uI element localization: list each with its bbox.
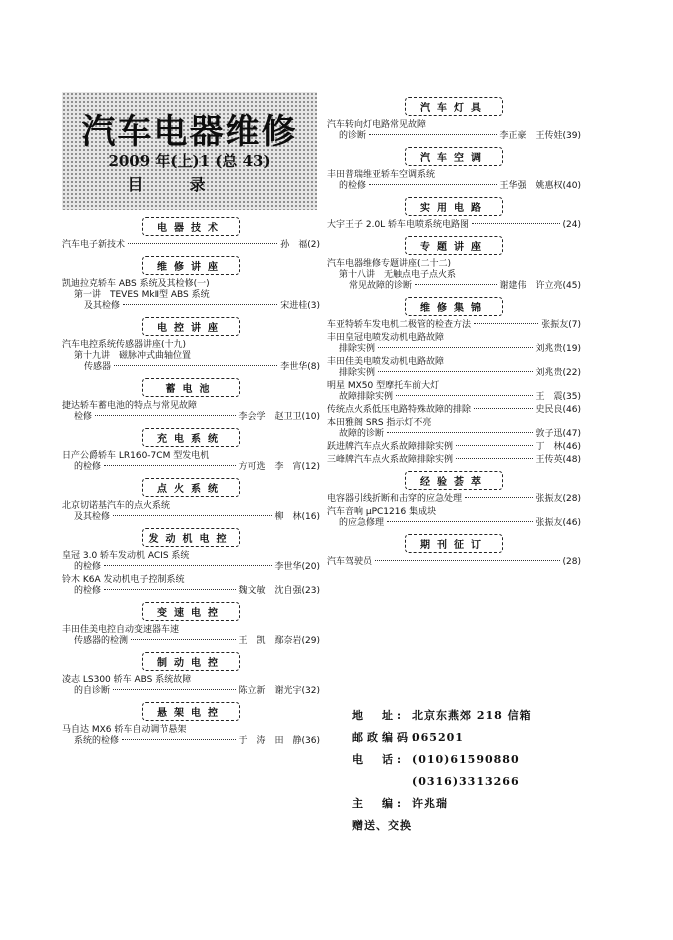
entry-author-page: 刘兆贵(19) bbox=[535, 344, 581, 354]
entry-title-line: 传感器 bbox=[84, 362, 112, 372]
entry-title-line: 第十八讲 无触点电子点火系 bbox=[339, 270, 457, 280]
section-heading: 电器技术 bbox=[142, 217, 240, 236]
magazine-title: 汽车电器维修 bbox=[81, 112, 298, 152]
entry-title-line: 第一讲 TEVES MkⅡ型 ABS 系统 bbox=[74, 290, 210, 300]
section-heading: 电控讲座 bbox=[142, 317, 240, 336]
entry-title-line: 捷达轿车蓄电池的特点与常见故障 bbox=[62, 401, 198, 411]
editor-label: 主 编: bbox=[352, 797, 406, 810]
entry-author-page: 王华强 姚惠权(40) bbox=[499, 181, 581, 191]
toc-entry[interactable] bbox=[327, 120, 581, 142]
dot-leader bbox=[128, 243, 277, 244]
entry-title-line: 排除实例 bbox=[339, 344, 376, 354]
entry-author-page: 丁 林(46) bbox=[535, 442, 581, 452]
publisher-info bbox=[352, 704, 582, 836]
entry-author-page: 于 涛 田 静(36) bbox=[238, 736, 320, 746]
toc-entry[interactable] bbox=[327, 259, 581, 292]
entry-author-page: 刘兆贵(22) bbox=[535, 368, 581, 378]
dot-leader bbox=[104, 465, 236, 466]
entry-title-line: 皇冠 3.0 轿车发动机 ACIS 系统 bbox=[62, 551, 190, 561]
entry-title-line: 及其检修 bbox=[84, 301, 121, 311]
editor-value: 许兆瑞 bbox=[412, 797, 448, 810]
dot-leader bbox=[113, 515, 272, 516]
phone-label: 电 话: bbox=[352, 753, 406, 766]
entry-title-line: 的自诊断 bbox=[74, 686, 111, 696]
entry-title-line: 传感器的检测 bbox=[74, 636, 129, 646]
entry-title-line: 丰田普瑞维亚轿车空调系统 bbox=[327, 170, 436, 180]
section-heading: 悬架电控 bbox=[142, 702, 240, 721]
entry-author-page: 王传英(48) bbox=[535, 455, 581, 465]
dot-leader bbox=[472, 223, 559, 224]
dot-leader bbox=[104, 565, 272, 566]
entry-title-line: 汽车音响 μPC1216 集成块 bbox=[327, 507, 437, 517]
entry-title-line: 排除实例 bbox=[339, 368, 376, 378]
postcode-label: 邮政编码: bbox=[352, 731, 421, 744]
section-heading: 经验荟萃 bbox=[405, 471, 503, 490]
entry-title-line: 大宇王子 2.0L 轿车电喷系统电路图 bbox=[327, 220, 470, 230]
postcode-value: 065201 bbox=[412, 730, 464, 744]
entry-title-line: 丰田佳美电喷发动机电路故障 bbox=[327, 357, 445, 367]
toc-entry[interactable] bbox=[62, 340, 320, 373]
entry-title-line: 汽车驾驶员 bbox=[327, 557, 373, 567]
entry-author-page: 王 震(35) bbox=[535, 392, 581, 402]
entry-title-line: 及其检修 bbox=[74, 512, 111, 522]
toc-entry[interactable] bbox=[327, 333, 581, 355]
entry-title-line: 丰田皇冠电喷发动机电路故障 bbox=[327, 333, 445, 343]
section-heading: 蓄电池 bbox=[142, 378, 240, 397]
entry-title-line: 汽车电器维修专题讲座(二十二) bbox=[327, 259, 452, 269]
dot-leader bbox=[396, 395, 533, 396]
section-heading: 实用电路 bbox=[405, 197, 503, 216]
dot-leader bbox=[122, 739, 236, 740]
toc-entry[interactable] bbox=[327, 557, 581, 568]
entry-author-page: 李会学 赵卫卫(10) bbox=[238, 412, 320, 422]
toc-entry[interactable] bbox=[62, 725, 320, 747]
entry-title-line: 的检修 bbox=[339, 181, 367, 191]
toc-entry[interactable] bbox=[327, 507, 581, 529]
address-value: 北京东燕郊 218 信箱 bbox=[412, 709, 532, 722]
entry-author-page: (28) bbox=[562, 557, 581, 567]
toc-heading: 目录 bbox=[127, 175, 252, 194]
entry-title-line: 明星 MX50 型摩托车前大灯 bbox=[327, 381, 440, 391]
entry-title-line: 铃木 K6A 发动机电子控制系统 bbox=[62, 575, 185, 585]
toc-entry[interactable] bbox=[327, 405, 581, 416]
dot-leader bbox=[369, 134, 497, 135]
entry-title-line: 本田雅阁 SRS 指示灯不亮 bbox=[327, 418, 432, 428]
section-heading: 点火系统 bbox=[142, 478, 240, 497]
dot-leader bbox=[123, 304, 277, 305]
entry-title-line: 汽车转向灯电路常见故障 bbox=[327, 120, 427, 130]
toc-entry[interactable] bbox=[327, 442, 581, 453]
entry-title-line: 故障排除实例 bbox=[339, 392, 394, 402]
exchange-note: 赠送、交换 bbox=[352, 819, 412, 832]
entry-title-line: 车亚特轿车发电机二极管的检查方法 bbox=[327, 320, 472, 330]
toc-entry[interactable] bbox=[62, 501, 320, 523]
section-heading: 汽车灯具 bbox=[405, 97, 503, 116]
entry-title-line: 检修 bbox=[74, 412, 93, 422]
entry-author-page: 张振友(46) bbox=[535, 518, 581, 528]
section-heading: 充电系统 bbox=[142, 428, 240, 447]
entry-author-page: 陈立新 谢光宇(32) bbox=[238, 686, 320, 696]
issue-number: 2009 年(上)1 (总 43) bbox=[108, 152, 271, 170]
toc-entry[interactable] bbox=[327, 418, 581, 440]
entry-author-page: 李正豪 王传娃(39) bbox=[499, 131, 581, 141]
entry-author-page: 王 凯 鄢奈岩(29) bbox=[238, 636, 320, 646]
entry-title-line: 汽车电子新技术 bbox=[62, 240, 126, 250]
entry-title-line: 的检修 bbox=[74, 462, 102, 472]
section-heading: 变速电控 bbox=[142, 602, 240, 621]
entry-title-line: 的检修 bbox=[74, 562, 102, 572]
entry-author-page: 魏文敏 沈自强(23) bbox=[238, 586, 320, 596]
section-heading: 汽车空调 bbox=[405, 147, 503, 166]
toc-entry[interactable] bbox=[62, 675, 320, 697]
section-heading: 专题讲座 bbox=[405, 236, 503, 255]
entry-title-line: 系统的检修 bbox=[74, 736, 120, 746]
entry-title-line: 汽车电控系统传感器讲座(十九) bbox=[62, 340, 187, 350]
entry-author-page: 宋进桂(3) bbox=[280, 301, 320, 311]
entry-author-page: 李世华(8) bbox=[280, 362, 320, 372]
toc-entry[interactable] bbox=[327, 220, 581, 231]
entry-author-page: 敦子迅(47) bbox=[535, 429, 581, 439]
toc-entry[interactable] bbox=[327, 381, 581, 403]
toc-entry[interactable] bbox=[327, 455, 581, 466]
entry-title-line: 电容器引线折断和击穿的应急处理 bbox=[327, 494, 463, 504]
toc-entry[interactable] bbox=[62, 279, 320, 312]
toc-entry[interactable] bbox=[62, 240, 320, 251]
toc-entry[interactable] bbox=[327, 357, 581, 379]
dot-leader bbox=[474, 408, 533, 409]
dot-leader bbox=[387, 521, 533, 522]
dot-leader bbox=[113, 689, 236, 690]
toc-entry[interactable] bbox=[327, 494, 581, 505]
toc-entry[interactable] bbox=[327, 170, 581, 192]
entry-title-line: 的诊断 bbox=[339, 131, 367, 141]
entry-title-line: 故障的诊断 bbox=[339, 429, 385, 439]
dot-leader bbox=[95, 415, 236, 416]
entry-title-line: 第十九讲 磁脉冲式曲轴位置 bbox=[74, 351, 192, 361]
entry-title-line: 的检修 bbox=[74, 586, 102, 596]
entry-author-page: 孙 福(2) bbox=[280, 240, 320, 250]
entry-title-line: 凯迪拉克轿车 ABS 系统及其检修(一) bbox=[62, 279, 210, 289]
toc-entry[interactable] bbox=[62, 551, 320, 573]
dot-leader bbox=[387, 432, 533, 433]
entry-author-page: 张振友(28) bbox=[535, 494, 581, 504]
dot-leader bbox=[369, 184, 497, 185]
dot-leader bbox=[415, 284, 497, 285]
entry-title-line: 凌志 LS300 轿车 ABS 系统故障 bbox=[62, 675, 192, 685]
toc-entry[interactable] bbox=[62, 575, 320, 597]
section-heading: 维修讲座 bbox=[142, 256, 240, 275]
phone-value-1: (010)61590880 bbox=[412, 752, 520, 766]
dot-leader bbox=[104, 589, 236, 590]
dot-leader bbox=[474, 323, 538, 324]
entry-title-line: 北京切诺基汽车的点火系统 bbox=[62, 501, 171, 511]
entry-author-page: 方可选 李 宵(12) bbox=[238, 462, 320, 472]
dot-leader bbox=[114, 365, 277, 366]
address-label: 地 址: bbox=[352, 709, 406, 722]
entry-title-line: 丰田佳美电控自动变速器车速 bbox=[62, 625, 180, 635]
entry-title-line: 三峰牌汽车点火系故障排除实例 bbox=[327, 455, 454, 465]
masthead bbox=[62, 92, 317, 210]
section-heading: 发动机电控 bbox=[142, 528, 240, 547]
entry-author-page: 李世华(20) bbox=[274, 562, 320, 572]
dot-leader bbox=[456, 458, 533, 459]
entry-title-line: 传统点火系低压电路特殊故障的排除 bbox=[327, 405, 472, 415]
dot-leader bbox=[375, 560, 560, 561]
toc-right-column bbox=[327, 92, 581, 570]
toc-entry[interactable] bbox=[62, 451, 320, 473]
entry-author-page: 史民良(46) bbox=[535, 405, 581, 415]
entry-title-line: 常见故障的诊断 bbox=[349, 281, 413, 291]
toc-left-column bbox=[62, 212, 320, 749]
entry-author-page: 谢建伟 许立亮(45) bbox=[499, 281, 581, 291]
entry-author-page: 张振友(7) bbox=[541, 320, 581, 330]
toc-entry[interactable] bbox=[62, 625, 320, 647]
entry-title-line: 日产公爵轿车 LR160-7CM 型发电机 bbox=[62, 451, 210, 461]
dot-leader bbox=[378, 347, 533, 348]
toc-entry[interactable] bbox=[327, 320, 581, 331]
entry-title-line: 的应急修理 bbox=[339, 518, 385, 528]
entry-title-line: 马自达 MX6 轿车自动调节悬架 bbox=[62, 725, 187, 735]
dot-leader bbox=[456, 445, 533, 446]
phone-value-2: (0316)3313266 bbox=[412, 774, 520, 788]
dot-leader bbox=[131, 639, 236, 640]
section-heading: 维修集锦 bbox=[405, 297, 503, 316]
toc-entry[interactable] bbox=[62, 401, 320, 423]
entry-title-line: 跃进牌汽车点火系故障排除实例 bbox=[327, 442, 454, 452]
dot-leader bbox=[378, 371, 533, 372]
section-heading: 期刊征订 bbox=[405, 534, 503, 553]
entry-author-page: 柳 林(16) bbox=[274, 512, 320, 522]
dot-leader bbox=[465, 497, 533, 498]
entry-author-page: (24) bbox=[562, 220, 581, 230]
section-heading: 制动电控 bbox=[142, 652, 240, 671]
